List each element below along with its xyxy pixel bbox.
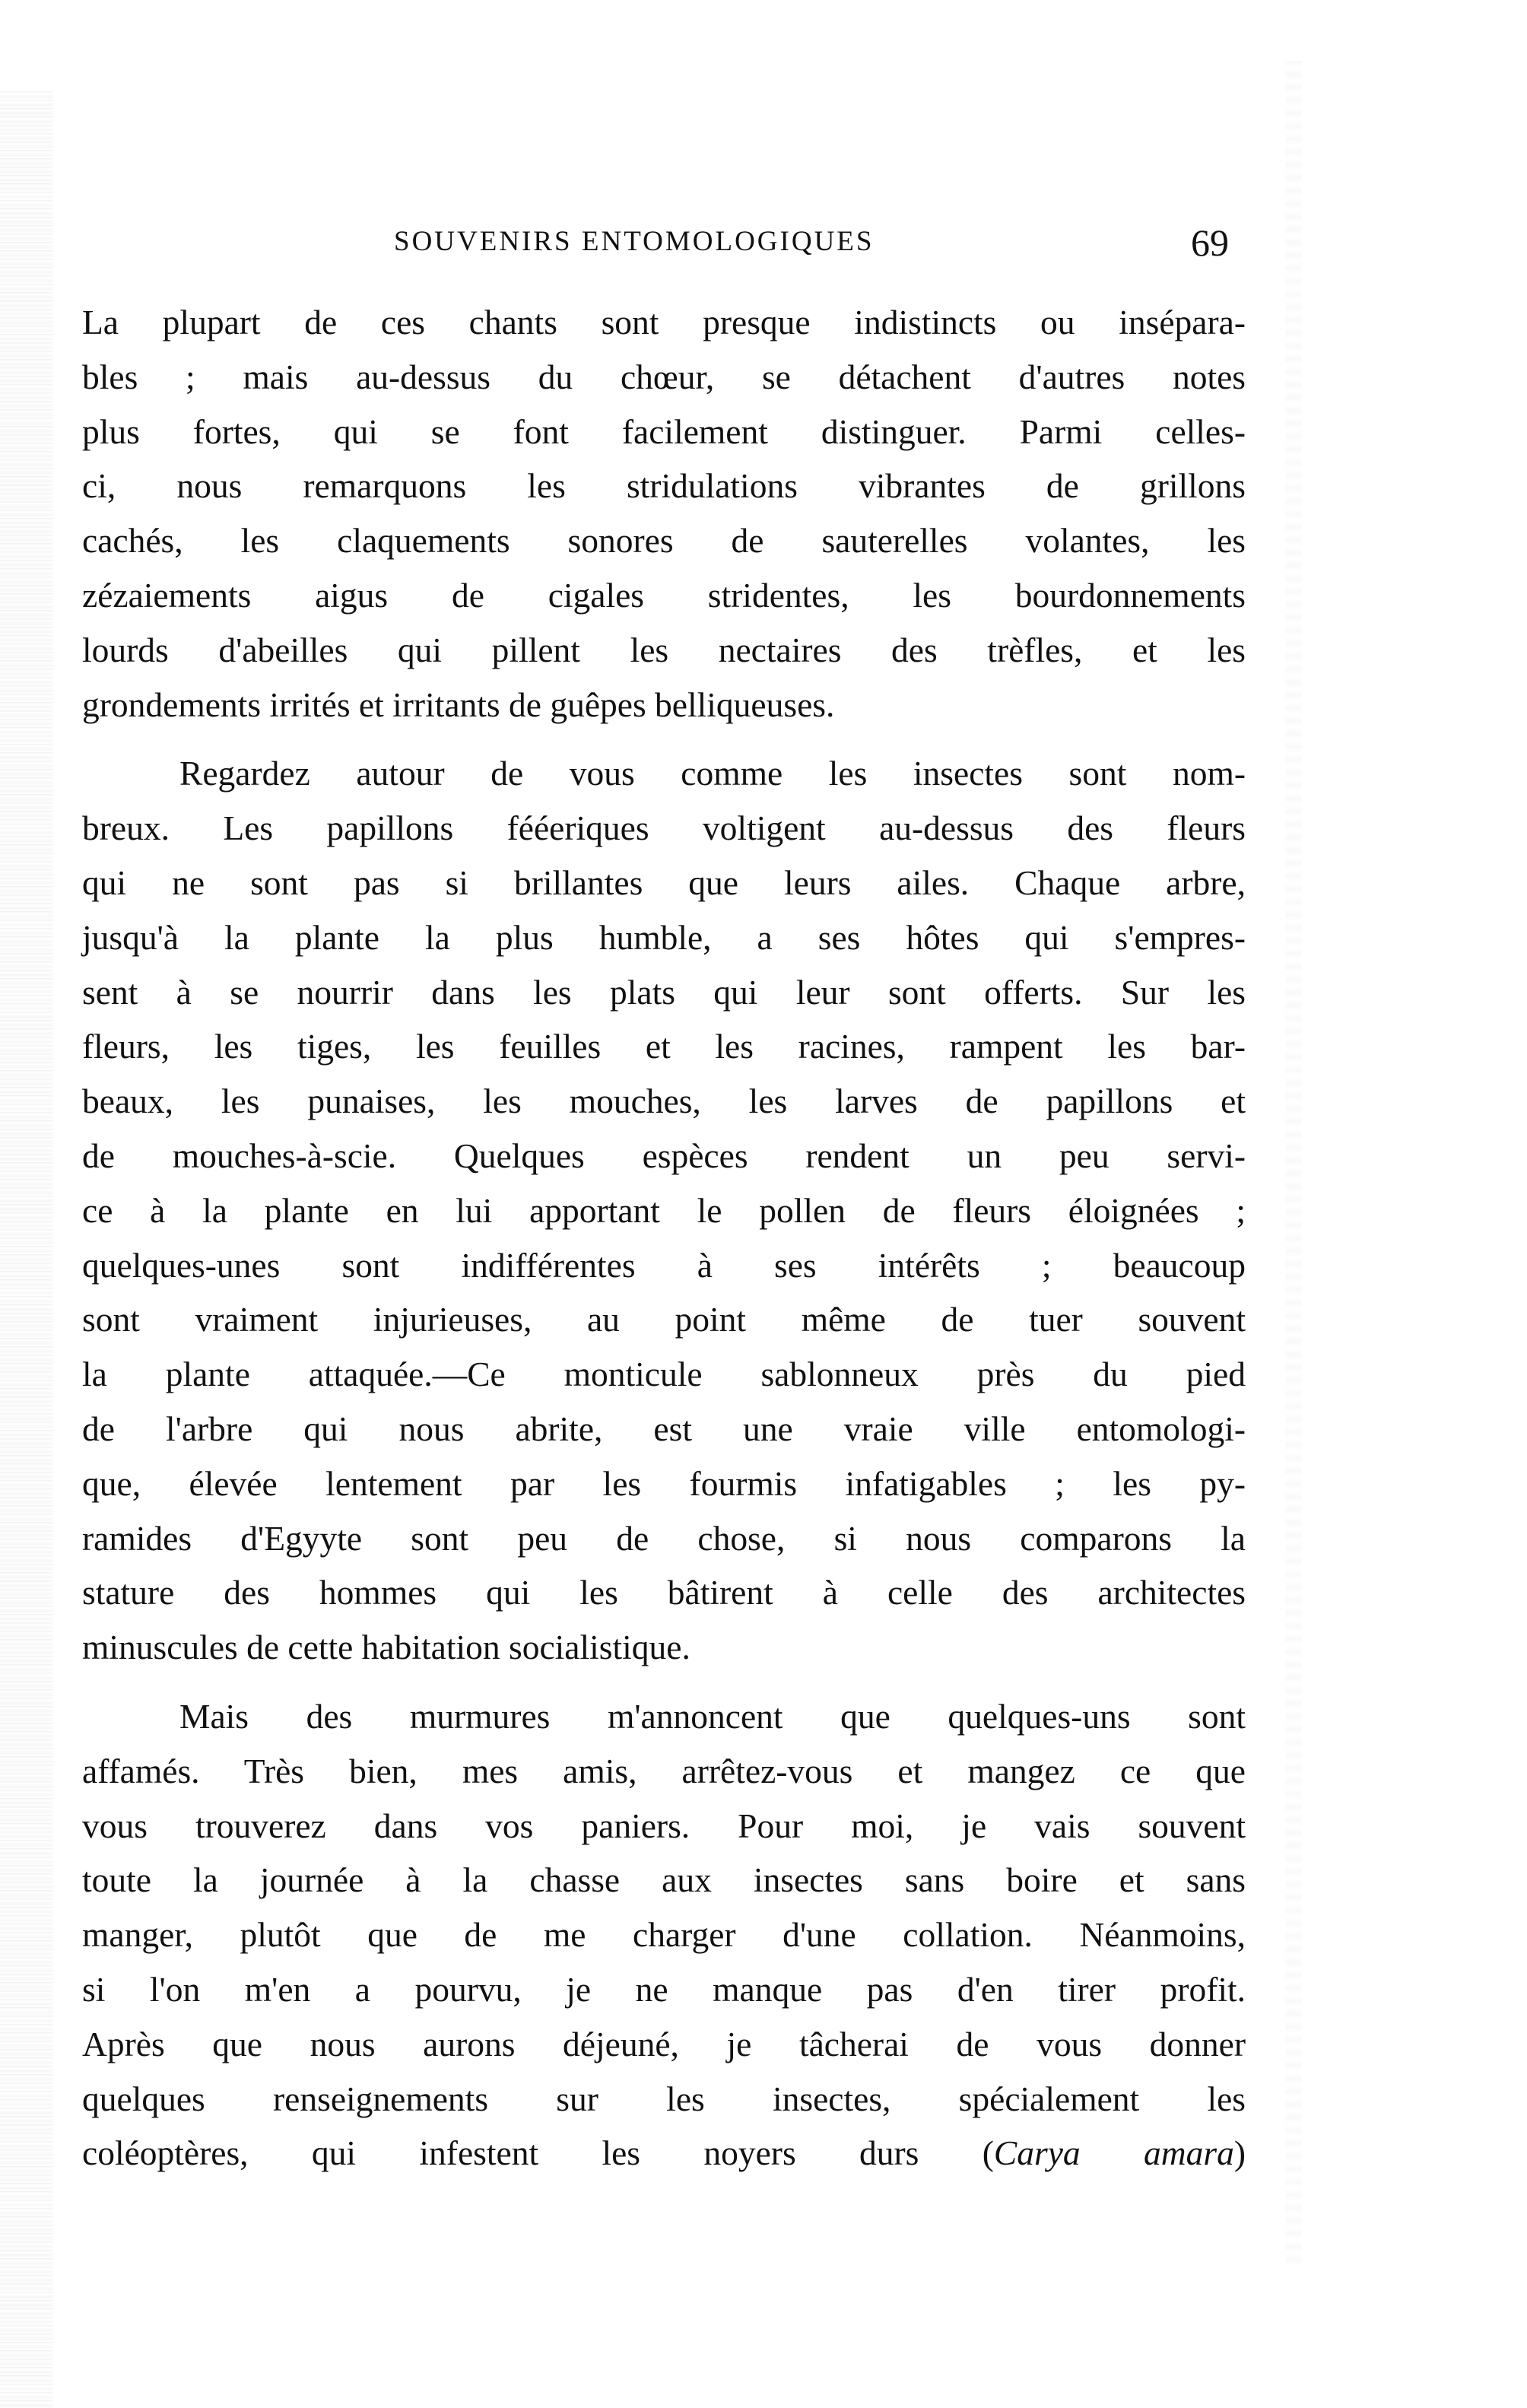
text-line: ramides d'Egyyte sont peu de chose, si nous comparons la (82, 1518, 1246, 1558)
text-line: grondements irrités et irritants de guêpes belliqueuses. (82, 685, 835, 724)
text-line: quelques renseignements sur les insectes, spécialement les (82, 2079, 1246, 2118)
text-line: toute la journée à la chasse aux insectes sans boire et sans (82, 1860, 1246, 1900)
scan-edge-left (0, 91, 53, 2408)
text-line: de l'arbre qui nous abrite, est une vraie ville entomologi- (82, 1409, 1246, 1448)
text-line: bles ; mais au-dessus du chœur, se détachent d'autres notes (82, 357, 1246, 396)
text-line: quelques-unes sont indifférentes à ses intérêts ; beaucoup (82, 1245, 1246, 1285)
text-segment: ) (1233, 2133, 1246, 2173)
running-title: SOUVENIRS ENTOMOLOGIQUES (394, 226, 875, 257)
text-line: si l'on m'en a pourvu, je ne manque pas d'en tirer profit. (82, 1969, 1246, 2009)
text-line: jusqu'à la plante la plus humble, a ses hôtes qui s'empres- (82, 917, 1246, 957)
text-line: Mais des murmures m'annoncent que quelques-uns sont (179, 1696, 1246, 1736)
text-line: beaux, les punaises, les mouches, les larves de papillons et (82, 1082, 1246, 1121)
text-line: ce à la plante en lui apportant le pollen de fleurs éloignées ; (82, 1190, 1246, 1230)
text-line: lourds d'abeilles qui pillent les nectaires des trèfles, et les (82, 630, 1246, 669)
text-line: cachés, les claquements sonores de sauterelles volantes, les (82, 521, 1246, 561)
text-segment: coléoptères, qui infestent les noyers durs ( (82, 2133, 994, 2173)
running-head (82, 221, 1246, 281)
text-line: affamés. Très bien, mes amis, arrêtez-vous et mangez ce que (82, 1751, 1246, 1790)
text-line: sont vraiment injurieuses, au point même de tuer souvent (82, 1300, 1246, 1339)
paragraph-1 (82, 295, 1246, 732)
paragraph-3 (82, 1689, 1246, 2181)
text-line: que, élevée lentement par les fourmis infatigables ; les py- (82, 1463, 1246, 1503)
text-line: ci, nous remarquons les stridulations vibrantes de grillons (82, 466, 1246, 506)
text-line: breux. Les papillons fééeriques voltigent au-dessus des fleurs (82, 808, 1246, 848)
text-line: la plante attaquée.—Ce monticule sablonneux près du pied (82, 1355, 1246, 1394)
text-line: plus fortes, qui se font facilement distinguer. Parmi celles- (82, 411, 1246, 451)
text-line: manger, plutôt que de me charger d'une collation. Néanmoins, (82, 1915, 1246, 1955)
text-line: zézaiements aigus de cigales stridentes, les bourdonnements (82, 575, 1246, 615)
text-line: stature des hommes qui les bâtirent à celle des architectes (82, 1573, 1246, 1612)
text-line: La plupart de ces chants sont presque indistincts ou inséparа- (82, 303, 1246, 342)
book-page (82, 221, 1246, 2181)
text-line: sent à se nourrir dans les plats qui leur sont offerts. Sur les (82, 972, 1246, 1012)
text-line: vous trouverez dans vos paniers. Pour moi, je vais souvent (82, 1806, 1246, 1845)
text-line: de mouches-à-scie. Quelques espèces rendent un peu servi- (82, 1136, 1246, 1175)
page-number: 69 (1191, 221, 1229, 264)
text-line: Après que nous aurons déjeuné, je tâcherai de vous donner (82, 2024, 1246, 2063)
text-line: Regardez autour de vous comme les insectes sont nom- (179, 754, 1246, 793)
text-line-final (82, 2126, 1246, 2181)
text-line: qui ne sont pas si brillantes que leurs ailes. Chaque arbre, (82, 862, 1246, 902)
paragraph-2 (82, 746, 1246, 1675)
scan-edge-right (1285, 61, 1302, 2267)
text-line: minuscules de cette habitation socialistique. (82, 1628, 690, 1667)
italic-species-name: Carya amara (993, 2133, 1234, 2173)
text-line: fleurs, les tiges, les feuilles et les racines, rampent les bar- (82, 1027, 1246, 1066)
